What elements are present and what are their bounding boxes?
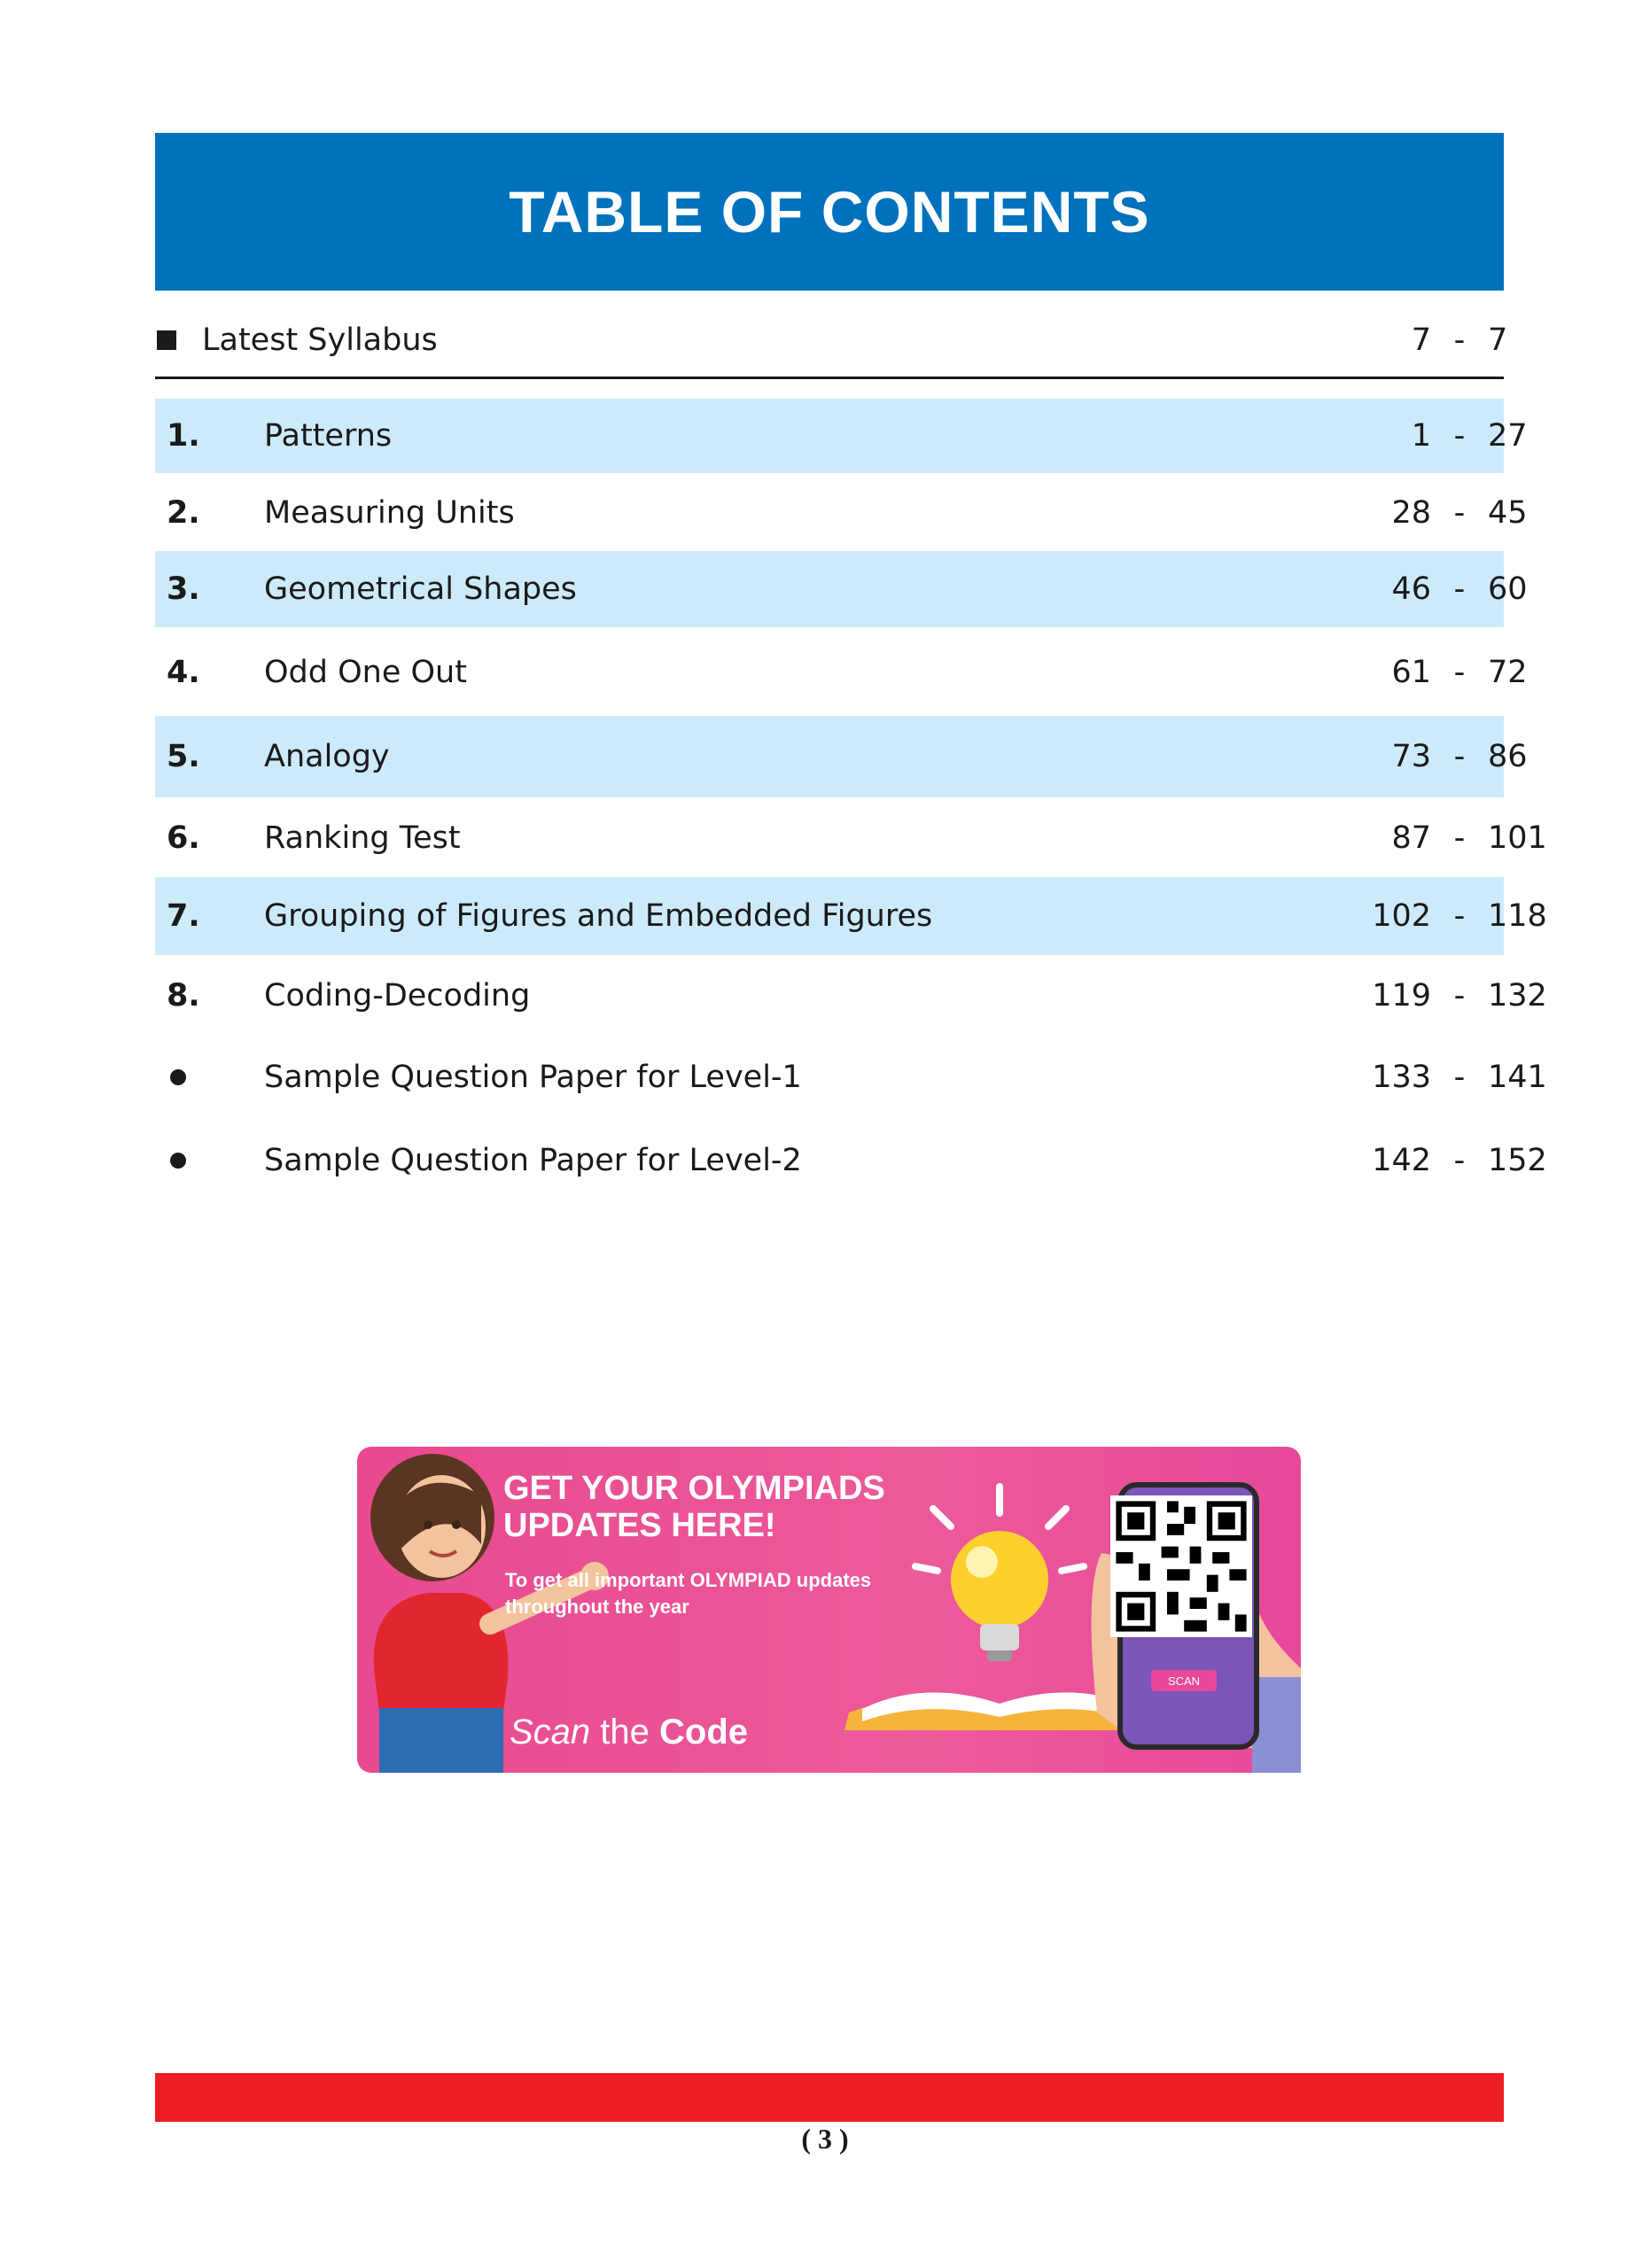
square-bullet-icon	[157, 330, 176, 350]
page-number: ( 3 )	[801, 2123, 849, 2155]
page-end: 7	[1488, 322, 1508, 358]
page-start: 119	[1372, 978, 1431, 1014]
syllabus-label: Latest Syllabus	[202, 322, 438, 358]
bullet-dot-icon	[170, 1069, 186, 1085]
toc-pages	[1334, 655, 1528, 690]
toc-label: Geometrical Shapes	[264, 571, 577, 607]
page-end: 141	[1488, 1060, 1547, 1095]
page-sep: -	[1453, 495, 1466, 531]
toc-row[interactable]	[155, 399, 1528, 473]
page-sep: -	[1453, 655, 1466, 690]
cta-code: Code	[659, 1713, 749, 1751]
scan-the-code	[510, 1713, 748, 1752]
cta-scan: Scan	[510, 1713, 591, 1751]
toc-label: Measuring Units	[264, 495, 515, 531]
page-end: 86	[1488, 739, 1528, 774]
toc-row[interactable]	[155, 476, 1528, 550]
page-sep: -	[1453, 739, 1466, 774]
toc-label: Odd One Out	[264, 655, 467, 690]
page-start: 102	[1372, 898, 1431, 934]
toc-label: Analogy	[264, 739, 390, 774]
toc-number: 3.	[167, 571, 200, 607]
page-end: 132	[1488, 978, 1547, 1014]
toc-pages	[1334, 898, 1547, 934]
toc-pages	[1334, 978, 1547, 1014]
page-start: 1	[1411, 418, 1431, 454]
page-start: 142	[1372, 1143, 1431, 1178]
page-start: 46	[1391, 571, 1431, 607]
toc-number: 7.	[167, 898, 200, 934]
toc-pages	[1334, 739, 1528, 774]
toc-number: 4.	[167, 655, 200, 690]
toc-row[interactable]	[155, 551, 1528, 627]
toc-number: 2.	[167, 495, 200, 531]
toc-row[interactable]	[155, 634, 1528, 711]
page-sep: -	[1453, 978, 1466, 1014]
qr-code-icon[interactable]	[1110, 1495, 1252, 1637]
toc-pages	[1334, 418, 1528, 454]
toc-label: Sample Question Paper for Level-2	[264, 1143, 802, 1178]
toc-row[interactable]	[155, 716, 1528, 797]
toc-pages	[1334, 820, 1547, 856]
page-end: 27	[1488, 418, 1528, 454]
toc-label: Patterns	[264, 418, 393, 454]
banner-subtitle: To get all important OLYMPIAD updates throughout the year	[505, 1569, 872, 1618]
toc-number: 6.	[167, 820, 200, 856]
toc-row[interactable]	[155, 957, 1547, 1035]
toc-header	[155, 133, 1504, 291]
bullet-dot-icon	[170, 1153, 186, 1169]
page-start: 73	[1391, 739, 1431, 774]
toc-row[interactable]	[155, 877, 1547, 955]
toc-pages	[1334, 571, 1528, 607]
footer-band	[155, 2073, 1504, 2122]
page-start: 87	[1391, 820, 1431, 856]
page-start: 7	[1411, 322, 1431, 358]
divider	[155, 377, 1504, 379]
page-end: 152	[1488, 1143, 1547, 1178]
toc-row[interactable]	[155, 1038, 1547, 1116]
page-sep: -	[1453, 571, 1466, 607]
toc-pages	[1334, 1060, 1547, 1095]
syllabus-row[interactable]	[155, 312, 1508, 369]
page-sep: -	[1453, 322, 1466, 358]
page-end: 45	[1488, 495, 1528, 531]
cta-the: the	[600, 1713, 650, 1751]
scan-button[interactable]: SCAN	[1151, 1670, 1217, 1691]
olympiad-banner[interactable]	[357, 1447, 1301, 1773]
page-end: 60	[1488, 571, 1528, 607]
toc-label: Sample Question Paper for Level-1	[264, 1060, 802, 1095]
page-sep: -	[1453, 418, 1466, 454]
toc-label: Ranking Test	[264, 820, 461, 856]
page-title: TABLE OF CONTENTS	[509, 179, 1150, 245]
toc-number: 5.	[167, 739, 200, 774]
toc-number: 1.	[167, 418, 200, 454]
page-sep: -	[1453, 1060, 1466, 1095]
toc-row[interactable]	[155, 800, 1547, 876]
toc-pages	[1334, 1143, 1547, 1178]
page-sep: -	[1453, 820, 1466, 856]
page-end: 118	[1488, 898, 1547, 934]
page-start: 28	[1391, 495, 1431, 531]
page-start: 61	[1391, 655, 1431, 690]
page-end: 101	[1488, 820, 1547, 856]
toc-label: Coding-Decoding	[264, 978, 531, 1014]
toc-row[interactable]	[155, 1122, 1547, 1200]
page-sep: -	[1453, 1143, 1466, 1178]
toc-pages	[1334, 495, 1528, 531]
page-sep: -	[1453, 898, 1466, 934]
page-start: 133	[1372, 1060, 1431, 1095]
page-end: 72	[1488, 655, 1528, 690]
syllabus-pages	[1334, 322, 1507, 358]
toc-number: 8.	[167, 978, 200, 1014]
banner-title: GET YOUR OLYMPIADS UPDATES HERE!	[503, 1470, 885, 1544]
toc-label: Grouping of Figures and Embedded Figures	[264, 898, 933, 934]
